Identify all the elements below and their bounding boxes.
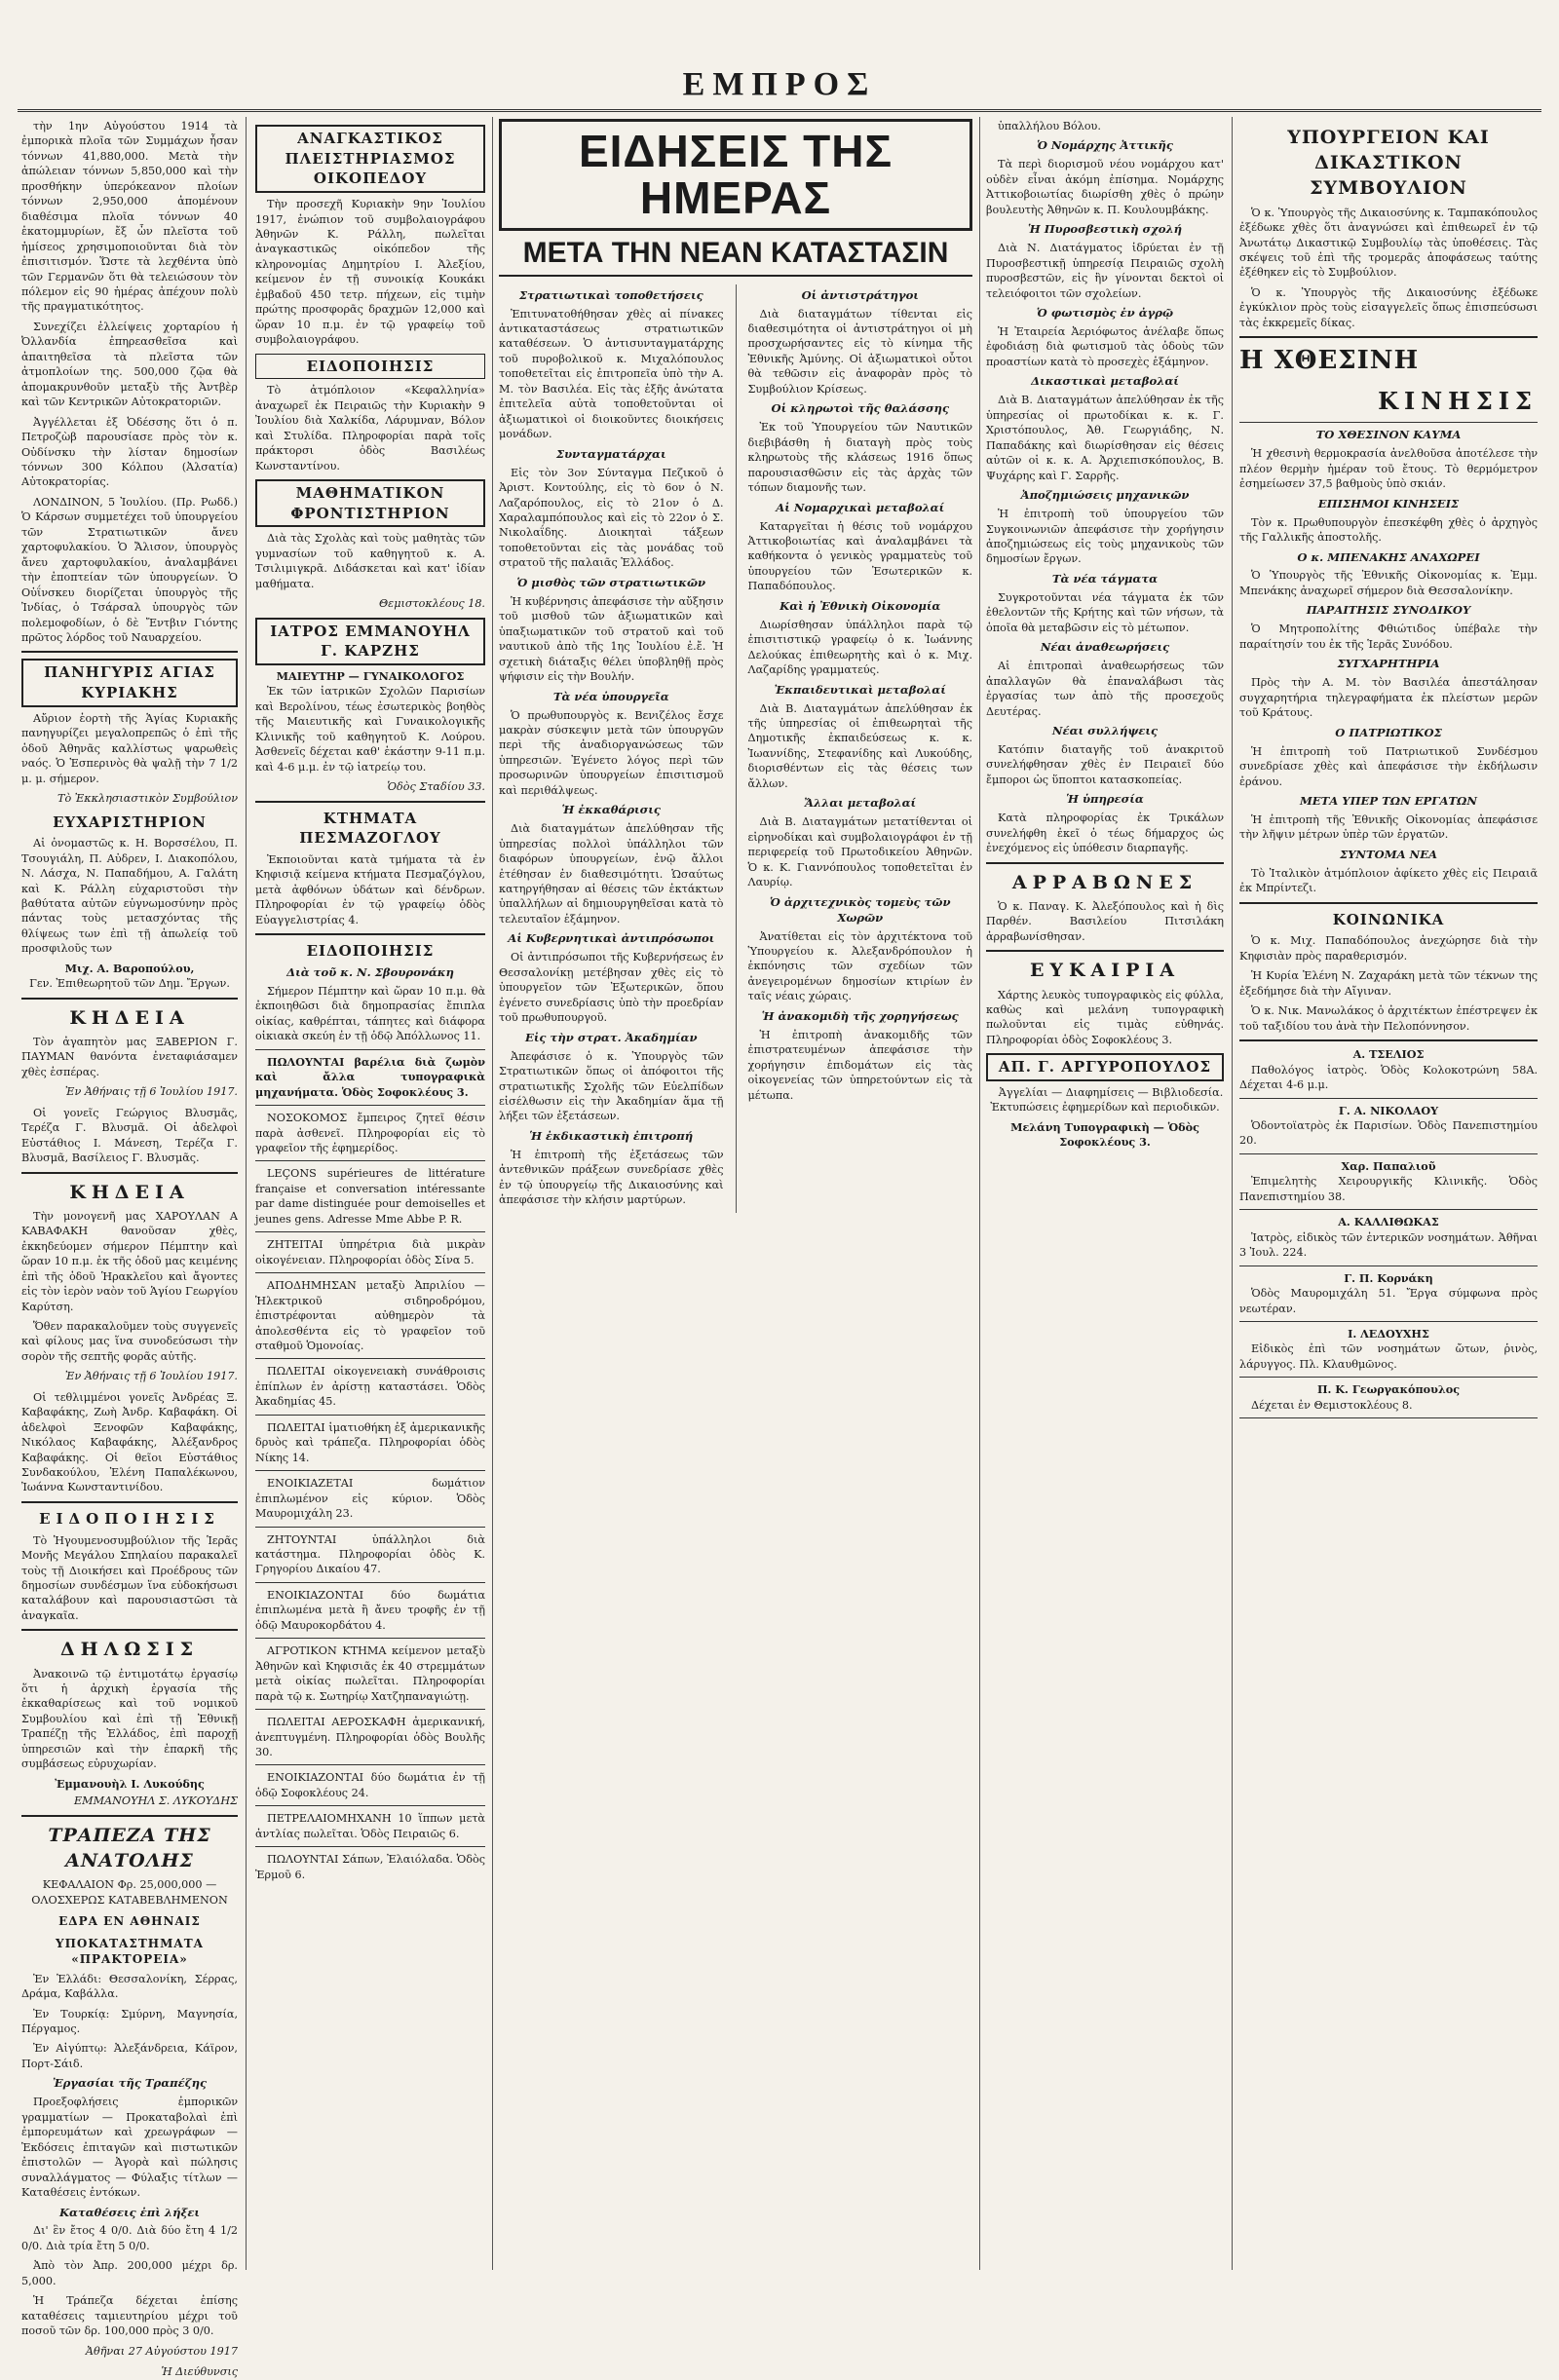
news-text: Ἀπεφάσισε ὁ κ. Ὑπουργὸς τῶν Στρατιωτικῶν ὅπως οἱ ἀπόφοιτοι τῆς στρατιωτικῆς Σχολῆς τῶν Εὐελπίδων εἰσέλθωσιν εἰς τὴν Ἀκαδημίαν ἅμα τῇ λήξει τῶν ἐξετάσεων. [499, 1049, 724, 1123]
news-subheading: Νέαι ἀναθεωρήσεις [1040, 640, 1170, 655]
divider [1239, 1039, 1538, 1041]
divider [1239, 336, 1538, 338]
news-subcolumn-right [748, 284, 973, 1213]
declaration-signature: ΕΜΜΑΝΟΥΗΛ Σ. ΛΥΚΟΥΔΗΣ [73, 1794, 238, 1808]
divider [255, 1846, 485, 1847]
declaration-heading: ΔΗΛΩΣΙΣ [59, 1639, 200, 1661]
society-item: Ὁ κ. Μιχ. Παπαδόπουλος ἀνεχώρησε διὰ τὴν Κηφισιὰν πρὸς παραθερισμόν. [1239, 934, 1538, 963]
funeral-signature: Οἱ τεθλιμμένοι γονεῖς Ἀνδρέας Ξ. Καβαφάκης, Ζωὴ Ἀνδρ. Καβαφάκη. Οἱ ἀδελφοὶ Ξενοφῶν Καβαφάκης, Νικόλαος Καβαφάκης, Ἀλέξανδρος Καβαφάκης. Οἱ θεῖοι Εὐστάθιος Συνδακούλου, Ἑλένη Παπαλέκωνου, Ἰωάννα Κωνσταντινίδου. [21, 1390, 238, 1494]
ad-address: Μελάνη Τυπογραφικὴ — Ὁδὸς Σοφοκλέους 3. [1010, 1119, 1199, 1150]
section-heading: ΚΟΙΝΩΝΙΚΑ [1332, 910, 1445, 928]
news-subcolumns [499, 284, 972, 1213]
bank-date: Ἀθῆναι 27 Αὐγούστου 1917 [85, 2344, 238, 2358]
news-subheading: ΜΕΤΑ ΥΠΕΡ ΤΩΝ ΕΡΓΑΤΩΝ [1299, 793, 1478, 808]
ad-text: ΠΩΛΕΙΤΑΙ ΑΕΡΟΣΚΑΦΗ ἀμερικανική, ἀνεπτυγμένη. Πληροφορίαι ὁδὸς Βουλῆς 30. [255, 1716, 485, 1758]
subcolumn-divider [736, 284, 737, 1213]
section-heading: Η ΧΘΕΣΙΝΗ [1239, 346, 1420, 376]
divider [255, 933, 485, 935]
news-text: Οἱ ἀντιπρόσωποι τῆς Κυβερνήσεως ἐν Θεσσαλονίκῃ μετέβησαν χθὲς εἰς τὸ ὑπουργεῖον τῶν Ἐξωτερικῶν, ὅπου ἐγένετο συνεδρίασις ὑπὸ τὴν προεδρίαν τοῦ πρωθυπουργοῦ. [499, 951, 724, 1025]
declaration-text: Ἀνακοινῶ τῷ ἐντιμοτάτῳ ἐργασίῳ ὅτι ἡ ἀρχικὴ ἐργασία τῆς ἐκκαθαρίσεως καὶ τοῦ νομικοῦ Συμβουλίου καὶ ἐπὶ τῇ Ἐθνικῇ Τραπέζῃ τῆς Ἑλλάδος, ἐπὶ παροχῇ ὑπηρεσιῶν καὶ τὴν ἐπαρκῆ τῆς συμβάσεως εὐρυχωρίαν. [21, 1667, 238, 1771]
bank-seat: ΕΔΡΑ ΕΝ ΑΘΗΝΑΙΣ [58, 1913, 201, 1928]
divider [21, 1629, 238, 1631]
ad-text: Ἰατρὸς, εἰδικὸς τῶν ἐντερικῶν νοσημάτων. Ἀθῆναι 3 Ἰουλ. 224. [1239, 1230, 1538, 1260]
divider [255, 1709, 485, 1710]
news-subheading: Αἱ Νομαρχικαὶ μεταβολαί [776, 500, 945, 514]
ad-text: Χάρτης λευκὸς τυπογραφικὸς εἰς φύλλα, καθὼς καὶ μελάνη τυπογραφικὴ πωλοῦνται εἰς τιμὰς εὐθηνάς. Πληροφορίαι ὁδὸς Σοφοκλέους 3. [986, 988, 1224, 1046]
ad-text: ΝΟΣΟΚΟΜΟΣ ἔμπειρος ζητεῖ θέσιν παρὰ ἀσθενεῖ. Πληροφορίαι εἰς τὸ γραφεῖον τῆς ἐφημερίδος. [255, 1112, 485, 1155]
news-subheading: Ἡ ὑπηρεσία [1066, 792, 1144, 807]
column-3-news [499, 119, 972, 2272]
bank-capital: ΚΕΦΑΛΑΙΟΝ Φρ. 25,000,000 — ΟΛΟΣΧΕΡΩΣ ΚΑΤΑΒΕΒΛΗΜΕΝΟΝ [31, 1878, 228, 1907]
article-text: ὑπαλλήλου Βόλου. [998, 120, 1101, 132]
news-subheading: Συνταγματάρχαι [555, 446, 666, 461]
engagement-heading: ΑΡΡΑΒΩΝΕΣ [1011, 871, 1198, 893]
news-subheading: Αἱ Κυβερνητικαὶ ἀντιπρόσωποι [508, 931, 715, 946]
news-text: Ἡ ἐπιτροπὴ τοῦ ὑπουργείου τῶν Συγκοινωνιῶν ἀπεφάσισε τὴν χορήγησιν ἀποζημιώσεως εἰς τοὺς μηχανικοὺς τῶν δημοσίων ἔργων. [986, 508, 1224, 566]
section-heading: ΥΠΟΥΡΓΕΙΟΝ ΚΑΙ ΔΙΚΑΣΤΙΚΟΝ ΣΥΜΒΟΥΛΙΟΝ [1287, 127, 1490, 200]
notice-heading: ΕΥΧΑΡΙΣΤΗΡΙΟΝ [53, 812, 207, 831]
notice-signature: Τὸ Ἐκκλησιαστικὸν Συμβούλιον [57, 792, 238, 806]
ad-heading: ΙΑΤΡΟΣ ΕΜΜΑΝΟΥΗΛ Γ. ΚΑΡΖΗΣ [255, 618, 485, 665]
ad-text: ΖΗΤΕΙΤΑΙ ὑπηρέτρια διὰ μικρὰν οἰκογένειαν. Πληροφορίαι ὁδὸς Σίνα 5. [255, 1238, 485, 1266]
news-subheading: Ἡ ἐκκαθάρισις [561, 803, 661, 817]
ad-title: Α. ΚΑΛΛΙΘΩΚΑΣ [1338, 1215, 1439, 1229]
news-text: Ἡ ἐπιτροπὴ ἀνακομιδῆς τῶν ἐπιστρατευμένων ἀπεφάσισε τὴν χορήγησιν ἐπιδομάτων εἰς τὰς οἰκογενείας τῶν ὑπηρετούντων εἰς τὰ μέτωπα. [747, 1028, 973, 1102]
news-subheading: Ἡ ἐκδικαστικὴ ἐπιτροπή [529, 1128, 694, 1143]
news-subheading: Στρατιωτικαὶ τοποθετήσεις [518, 287, 703, 302]
ad-text: ΠΩΛΟΥΝΤΑΙ Σάπων, Ἐλαιόλαδα. Ὁδὸς Ἐρμοῦ 6. [255, 1853, 485, 1881]
column-divider [979, 117, 980, 2270]
news-items [1239, 428, 1538, 895]
funeral-heading: ΚΗΔΕΙΑ [69, 1006, 190, 1029]
news-text: Ἐκ τοῦ Ὑπουργείου τῶν Ναυτικῶν διεβιβάσθη ἡ διαταγὴ πρὸς τοὺς κληρωτοὺς τῆς κλάσεως 1916 ὅπως παρουσιασθῶσιν εἰς τὰς ἀρχὰς τῶν τόπων διαμονῆς των. [747, 421, 973, 495]
news-text: Ὁ πρωθυπουργὸς κ. Βενιζέλος ἔσχε μακρὰν σύσκεψιν μετὰ τῶν ὑπουργῶν περὶ τῆς ἀναδιοργανώσεως τῶν ὑπηρεσιῶν. Ἐγένετο λόγος περὶ τῶν προσωρινῶν ὑπουργείων ἐπισιτισμοῦ καὶ περιθάλψεως. [499, 708, 724, 797]
ad-address: Ὁδὸς Σταδίου 33. [387, 780, 485, 794]
news-text: Ἡ ἐπιτροπὴ τοῦ Πατριωτικοῦ Συνδέσμου συνεδρίασε χθὲς καὶ ἀπεφάσισε τὴν ἐκδήλωσιν ἐράνου. [1239, 744, 1538, 788]
ad-title: Π. Κ. Γεωργακόπουλος [1316, 1382, 1461, 1397]
news-subheading: Καὶ ἡ Ἐθνικὴ Οἰκονομία [780, 598, 941, 613]
ad-heading: ΜΑΘΗΜΑΤΙΚΟΝ ΦΡΟΝΤΙΣΤΗΡΙΟΝ [255, 479, 485, 527]
ad-heading: ΕΙΔΟΠΟΙΗΣΙΣ [255, 354, 485, 380]
news-subheading: ΣΥΓΧΑΡΗΤΗΡΙΑ [1337, 657, 1440, 671]
ad-text: ΑΓΡΟΤΙΚΟΝ ΚΤΗΜΑ κείμενον μεταξὺ Ἀθηνῶν καὶ Κηφισιᾶς ἐκ 40 στρεμμάτων μετὰ οἰκίας πωλεῖται. Πληροφορίαι παρὰ τῷ κ. Σωτηρίῳ Χατζηπαναγιώτῃ. [255, 1644, 485, 1703]
ad-text: LEÇONS supérieures de littérature française et conversation intéressante par dame distinguée pour demoiselles et jeunes gens. Adresse Mme Abbe P. R. [255, 1167, 485, 1226]
engagement-text: Ὁ κ. Παναγ. Κ. Ἀλεξόπουλος καὶ ἡ δὶς Παρθέν. Βασιλείου Πιτσιλάκη ἀρραβωνίσθησαν. [986, 899, 1224, 943]
divider [255, 1805, 485, 1806]
ad-title: Χαρ. Παπαλιοῦ [1341, 1158, 1436, 1173]
news-text: Συγκροτοῦνται νέα τάγματα ἐκ τῶν ἐθελοντῶν τῆς Κρήτης καὶ τῶν νήσων, τὰ ὁποῖα θὰ μεταβῶσιν εἰς τὸ μέτωπον. [986, 590, 1224, 634]
news-text: Διὰ διαταγμάτων τίθενται εἰς διαθεσιμότητα οἱ ἀντιστράτηγοι οἱ μὴ προσχωρήσαντες εἰς τὸ κίνημα τῆς Ἐθνικῆς Ἀμύνης. Οἱ ἀξιωματικοὶ οὗτοι θὰ τεθῶσιν εἰς ἀναφορὰν πρὸς τὸ Συμβούλιον Κρίσεως. [747, 307, 973, 396]
column-divider [492, 117, 493, 2270]
ad-text: ΠΩΛΕΙΤΑΙ ἱματιοθήκη ἐξ ἀμερικανικῆς δρυὸς καὶ τράπεζα. Πληροφορίαι ὁδὸς Νίκης 14. [255, 1420, 485, 1464]
divider [255, 1358, 485, 1359]
news-subheading: ΠΑΡΑΙΤΗΣΙΣ ΣΥΝΟΔΙΚΟΥ [1306, 603, 1471, 618]
ad-text: Ὁδὸς Μαυρομιχάλη 51. Ἔργα σύμφωνα πρὸς νεωτέραν. [1239, 1287, 1538, 1315]
main-subheadline: ΜΕΤΑ ΤΗΝ ΝΕΑΝ ΚΑΤΑΣΤΑΣΙΝ [499, 237, 972, 277]
bank-branches: ΥΠΟΚΑΤΑΣΤΗΜΑΤΑ «ΠΡΑΚΤΟΡΕΙΑ» [56, 1936, 204, 1967]
news-subheading: Ὁ Νομάρχης Ἀττικῆς [1037, 138, 1173, 153]
society-item: Ἡ Κυρία Ἑλένη Ν. Ζαχαράκη μετὰ τῶν τέκνων της ἐξεδήμησε διὰ τὴν Αἴγιναν. [1239, 969, 1538, 998]
news-subheading: Εἰς τὴν στρατ. Ἀκαδημίαν [524, 1030, 698, 1044]
news-subheading: ΤΟ ΧΘΕΣΙΝΟΝ ΚΑΥΜΑ [1315, 428, 1462, 442]
ad-text: Ἐπιμελητὴς Χειρουργικῆς Κλινικῆς. Ὁδὸς Πανεπιστημίου 38. [1239, 1175, 1538, 1203]
divider [255, 1470, 485, 1471]
divider [1239, 1153, 1538, 1154]
news-text: Ἡ Ἐταιρεία Ἀεριόφωτος ἀνέλαβε ὅπως ἐφοδιάσῃ διὰ φωτισμοῦ τὰς ὁδοὺς τῶν προαστίων κατὰ τὸ προσεχὲς ἑξάμηνον. [986, 325, 1224, 368]
notice-text: Τὸ Ἡγουμενοσυμβούλιον τῆς Ἱερᾶς Μονῆς Μεγάλου Σπηλαίου παρακαλεῖ τοὺς τῇ Διοικήσει καὶ Προέδρους τῶν δημοσίων συνδέσμων ἵνα εὐδοκήσωσι καταλάβουν καὶ παρουσιαστῶσι τὰ ἀναγκαῖα. [21, 1533, 238, 1622]
ad-text: ΕΝΟΙΚΙΑΖΟΝΤΑΙ δύο δωμάτια ἐπιπλωμένα μετὰ ἢ ἄνευ τροφῆς ἐν τῇ ὁδῷ Μαυροκορδάτου 4. [255, 1588, 485, 1632]
divider [21, 1172, 238, 1174]
divider [986, 862, 1224, 864]
bank-signature: Ἡ Διεύθυνσις [161, 2365, 238, 2379]
news-text: Διὰ διαταγμάτων ἀπελύθησαν τῆς ὑπηρεσίας πολλοὶ ὑπάλληλοι τῶν διαφόρων ὑπουργείων, ἐνῷ ἄλλοι ἐτέθησαν ἐν διαθεσιμότητι. Ὡσαύτως κατηργήθησαν αἱ θέσεις τῶν ἐκτάκτων ὑπαλλήλων αἱ δημιουργηθεῖσαι κατὰ τὸ τελευταῖον ἑξάμηνον. [499, 822, 724, 926]
news-text: Καταργεῖται ἡ θέσις τοῦ νομάρχου Ἀττικοβοιωτίας καὶ ἀναλαμβάνει τὰ καθήκοντα ὁ γενικὸς γραμματεὺς τοῦ ὑπουργείου τῶν Ἐσωτερικῶν κ. Παπαδόπουλος. [747, 519, 973, 593]
notice-text: Αὔριον ἑορτὴ τῆς Ἁγίας Κυριακῆς πανηγυρίζει μεγαλοπρεπῶς ὁ ἐπὶ τῆς ὁδοῦ Ἀθηνᾶς καλλίστως ψαρωθεὶς ναός. Ὁ Ἑσπερινὸς θὰ ψαλῇ τὴν 7 1/2 μ. μ. σήμερον. [21, 711, 238, 785]
funeral-text: Τὸν ἀγαπητὸν μας ΞΑΒΕΡΙΟΝ Γ. ΠΑΥΜΑΝ θανόντα ἐνεταφιάσαμεν χθὲς ἑσπέρας. [21, 1035, 238, 1078]
divider [1239, 902, 1538, 904]
notice-heading: ΠΑΝΗΓΥΡΙΣ ΑΓΙΑΣ ΚΥΡΙΑΚΗΣ [21, 659, 238, 706]
ad-text: Παθολόγος ἰατρὸς. Ὁδὸς Κολοκοτρώνη 58Α. Δέχεται 4-6 μ.μ. [1239, 1063, 1538, 1092]
column-divider [246, 117, 247, 2270]
article-text: Ὁ κ. Ὑπουργὸς τῆς Δικαιοσύνης κ. Ταμπακόπουλος ἐξέδωκε χθὲς ὅτι ἀναγνώσει καὶ ἐπιθεωρεῖ ἐν τῷ Ἀνωτάτῳ Δικαστικῷ Συμβουλίῳ τὰς ὑποθέσεις. Τὰς σκέψεις τοῦ ἐπὶ τῆς τρομερᾶς ἀποφάσεως ταύτης ἐξέθηκεν εἰς τὸ Συμβούλιον. [1239, 206, 1538, 280]
news-text: Αἱ ἐπιτροπαὶ ἀναθεωρήσεως τῶν ἀπαλλαγῶν θὰ ἐπαναλάβωσι τὰς ἐργασίας των ἀπὸ τῆς προσεχοῦς Δευτέρας. [986, 660, 1224, 718]
ad-text: ΠΩΛΕΙΤΑΙ οἰκογενειακὴ συνάθροισις ἐπίπλων ἐν ἀρίστῃ καταστάσει. Ὁδὸς Ἀκαδημίας 45. [255, 1365, 485, 1409]
ad-text: ΠΕΤΡΕΛΑΙΟΜΗΧΑΝΗ 10 ἵππων μετὰ ἀντλίας πωλεῖται. Ὁδὸς Πειραιῶς 6. [255, 1812, 485, 1840]
news-text: Ὁ Μητροπολίτης Φθιώτιδος ὑπέβαλε τὴν παραίτησίν του ἐκ τῆς Ἱερᾶς Συνόδου. [1239, 623, 1538, 651]
ad-text: ΖΗΤΟΥΝΤΑΙ ὑπάλληλοι διὰ κατάστημα. Πληροφορίαι ὁδὸς Κ. Γρηγορίου Δικαίου 47. [255, 1532, 485, 1576]
ad-text: Ἐκ τῶν ἰατρικῶν Σχολῶν Παρισίων καὶ Βερολίνου, τέως ἐσωτερικὸς βοηθὸς τῆς Μαιευτικῆς καὶ Γυναικολογικῆς Κλινικῆς τοῦ καθηγητοῦ Κ. Λούρου. Ἀσθενεῖς δέχεται καθ' ἑκάστην 9-11 π.μ. καὶ 4-6 μ.μ. ἐν τῷ ἰατρείῳ του. [255, 685, 485, 774]
divider [1239, 1209, 1538, 1210]
news-subheading: Οἱ ἀντιστράτηγοι [801, 287, 919, 302]
divider [255, 1105, 485, 1106]
notice-role: Γεν. Ἐπιθεωρητοῦ τῶν Δημ. Ἔργων. [29, 977, 230, 991]
article-text: Ἀγγέλλεται ἐξ Ὀδέσσης ὅτι ὁ π. Πετροζὼβ παρουσίασε πρὸς τὸν κ. Οὐδίνσκυ τὴν λίσταν δημοσίων τόννων 300 Κόλπου (Ἀλσατία) Αὐτοκρατορίας. [21, 415, 238, 489]
news-text: Τὸ Ἰταλικὸν ἀτμόπλοιον ἀφίκετο χθὲς εἰς Πειραιᾶ ἐκ Μπρίντεζι. [1239, 866, 1538, 895]
divider [255, 801, 485, 803]
news-text: Διὰ Β. Διαταγμάτων μετατίθενται οἱ εἰρηνοδίκαι καὶ συμβολαιογράφοι ἐν τῇ περιφερείᾳ τοῦ Πρωτοδικείου Ἀθηνῶν. Ὁ κ. Κ. Γιαννόπουλος τοποθετεῖται ἐν Λαυρίῳ. [747, 815, 973, 889]
news-text: Κατὰ πληροφορίας ἐκ Τρικάλων συνελήφθη ἐκεῖ ὁ τέως δήμαρχος ὡς ἐνεχόμενος εἰς ὑπόθεσιν διαρπαγῆς. [986, 812, 1224, 855]
bank-subheading: Ἐργασίαι τῆς Τραπέζης [52, 2076, 208, 2091]
news-text: Τὸν κ. Πρωθυπουργὸν ἐπεσκέφθη χθὲς ὁ ἀρχηγὸς τῆς Γαλλικῆς ἀποστολῆς. [1239, 515, 1538, 545]
bank-heading: ΤΡΑΠΕΖΑ ΤΗΣ ΑΝΑΤΟΛΗΣ [48, 1824, 211, 1871]
divider [1239, 1321, 1538, 1322]
bank-text: Προεξοφλήσεις ἐμπορικῶν γραμματίων — Προκαταβολαὶ ἐπὶ ἐμπορευμάτων καὶ χρεωγράφων — Ἐκδόσεις ἐπιταγῶν καὶ πιστωτικῶν ἐπιστολῶν — Ἀγορὰ καὶ πώλησις συναλλάγματος — Φύλαξις τίτλων — Καταθέσεις ἐντόκων. [21, 2096, 238, 2200]
ad-text: Διὰ τὰς Σχολὰς καὶ τοὺς μαθητὰς τῶν γυμνασίων τοῦ καθηγητοῦ κ. Α. Τσιλιμιγκρᾶ. Διδάσκεται καὶ κατ' ἰδίαν μαθήματα. [255, 532, 485, 590]
notice-text: Αἱ ὀνομαστῶς κ. Η. Βορσσέλου, Π. Τσουγιάλη, Π. Αὐδρεν, Ι. Διακοπόλου, Ν. Λάσχα, Ν. Παπαδήμου, Α. Γαλάτη καὶ Κ. Ράλλη εὐχαριστοῦσι τὴν βαθύτατα αὐτῶν εὐγνωμοσύνην πρὸς πάντας τοὺς μετασχόντας τῆς θλίψεως των ἐπὶ τῇ ἀπωλείᾳ τοῦ προσφιλοῦς των [21, 837, 238, 956]
news-text: Ἀνατίθεται εἰς τὸν ἀρχιτέκτονα τοῦ Ὑπουργείου κ. Ἀλεξανδρόπουλον ἡ ἐκπόνησις τῶν σχεδίων τῶν ἀνεγειρομένων δημοσίων κτιρίων ἐν ταῖς νέαις χώραις. [747, 929, 973, 1003]
divider [1239, 1377, 1538, 1378]
ad-heading: ΑΠ. Γ. ΑΡΓΥΡΟΠΟΥΛΟΣ [986, 1053, 1224, 1081]
newspaper-title: ΕΜΠΡΟΣ [682, 66, 877, 102]
divider [255, 1160, 485, 1161]
funeral-text: Τὴν μονογενῆ μας ΧΑΡΟΥΛΑΝ Α ΚΑΒΑΦΑΚΗ θανοῦσαν χθὲς, ἐκκηδεύομεν σήμερον Πέμπτην καὶ ὥραν 10 π.μ. ἐκ τῆς ὁδοῦ μας κειμένης ἐπὶ τῆς ὁδοῦ Ἡρακλεῖου καὶ ἄγοντες εἰς τὸν ἱερὸν ναὸν τοῦ Ἁγίου Γεωργίου Καρύτση. [21, 1209, 238, 1313]
news-text: Ἡ ἐπιτροπὴ τῆς ἐξετάσεως τῶν ἀντεθνικῶν πράξεων συνεδρίασε χθὲς ἐν τῷ ὑπουργείῳ τῆς Δικαιοσύνης καὶ ἀπεφάσισε τὴν κλήσιν μαρτύρων. [499, 1148, 724, 1207]
news-text: Ὁ Ὑπουργὸς τῆς Ἐθνικῆς Οἰκονομίας κ. Ἐμμ. Μπενάκης ἀναχωρεῖ σήμερον διὰ Θεσσαλονίκην. [1239, 569, 1538, 597]
column-4 [986, 119, 1224, 2272]
ad-text: Εἰδικὸς ἐπὶ τῶν νοσημάτων ὤτων, ῥινὸς, λάρυγγος. Πλ. Κλαυθμῶνος. [1239, 1342, 1538, 1371]
article-text: τὴν 1ην Αὐγούστου 1914 τὰ ἐμπορικὰ πλοῖα τῶν Συμμάχων ἦσαν τόννων 41,880,000. Μετὰ τὴν ἀπώλειαν τόννων 5,850,000 καὶ τὴν προσθήκην ὑπερόκεανον πλοίων τόννων 2,950,000 ἀπομένουν διαθέσιμα πλοῖα τόννων 40 ἑκατομμυρίων, ἔξ ὧν πλεῖστα τοῦ ἡμίσεος χρησιμοποιοῦνται διὰ τὸν ἐπισιτισμόν. Ὥστε τὰ λεχθέντα ὑπὸ τῶν Γερμανῶν ὅτι θὰ τελειώσουν τὸν πόλεμον εἰς 90 ἡμέρας ἀπέχουν πολὺ τῆς πραγματικότητος. [21, 120, 238, 314]
divider [255, 1764, 485, 1765]
ad-heading: ΕΥΚΑΙΡΙΑ [1029, 960, 1181, 982]
news-subcolumn-left [499, 284, 724, 1213]
bank-text: Ἐν Τουρκίᾳ: Σμύρνη, Μαγνησία, Πέργαμος. [21, 2007, 238, 2035]
divider [21, 1815, 238, 1817]
divider [1239, 422, 1538, 423]
divider [1239, 1417, 1538, 1418]
ad-text: Σήμερον Πέμπτην καὶ ὥραν 10 π.μ. θὰ ἐκποιηθῶσι διὰ δημοπρασίας ἔπιπλα οἰκίας, καθρέπται, τάπητες καὶ διάφορα οἰκιακὰ σκεύη ἐν τῇ ὁδῷ Ἀπόλλωνος 11. [255, 984, 485, 1043]
news-text: Ἡ χθεσινὴ θερμοκρασία ἀνελθοῦσα ἀποτέλεσε τὴν πλέον θερμὴν ἡμέραν τοῦ ἔτους. Τὸ θερμόμετρον ἐσημείωσεν 37,5 βαθμοὺς ὑπὸ σκιάν. [1239, 447, 1538, 491]
ad-subheading: ΜΑΙΕΥΤΗΡ — ΓΥΝΑΙΚΟΛΟΓΟΣ [276, 669, 465, 684]
funeral-date: Ἐν Ἀθήναις τῇ 6 Ἰουλίου 1917. [64, 1370, 238, 1383]
divider [1239, 1098, 1538, 1099]
news-subheading: Τὰ νέα ὑπουργεῖα [552, 689, 669, 703]
divider [255, 1049, 485, 1050]
news-subheading: Ἡ ἀνακομιδὴ τῆς χορηγήσεως [761, 1008, 959, 1023]
news-subheading: Ἄλλαι μεταβολαί [804, 796, 917, 811]
notice-name: Μιχ. Α. Βαροπούλου, [64, 961, 195, 975]
article-text: Ὁ κ. Ὑπουργὸς τῆς Δικαιοσύνης ἐξέδωκε ἐγκύκλιον πρὸς τοὺς εἰσαγγελεῖς ὅπως ἐπισπεύσωσι τὰς ἐκκρεμεῖς δίκας. [1239, 285, 1538, 329]
column-1 [21, 119, 238, 2379]
masthead [0, 39, 1559, 107]
news-text: Διὰ Ν. Διατάγματος ἱδρύεται ἐν τῇ Πυροσβεστικῇ ὑπηρεσίᾳ Πειραιῶς σχολὴ πυροσβεστῶν, εἰς ἣν γίνονται δεκτοὶ οἱ τελειόφοιτοι τῶν σχολείων. [986, 242, 1224, 300]
column-divider [1232, 117, 1233, 2270]
ad-heading: ΑΝΑΓΚΑΣΤΙΚΟΣ ΠΛΕΙΣΤΗΡΙΑΣΜΟΣ ΟΙΚΟΠΕΔΟΥ [255, 125, 485, 193]
ad-address: Θεμιστοκλέους 18. [379, 597, 485, 611]
news-text: Διὰ Β. Διαταγμάτων ἀπελύθησαν ἐκ τῆς ὑπηρεσίας οἱ πρωτοδίκαι κ. κ. Γ. Χριστόπουλος, Ἀθ. Γεωργιάδης, Ν. Παπαδάκης καὶ διωρίσθησαν εἰς θέσεις αὐτῶν οἱ κ. κ. Α. Ἀρχιεπισκόπουλος, Β. Ψυχάρης καὶ Γ. Σαρρῆς. [986, 394, 1224, 482]
ad-text: Τὸ ἀτμόπλοιον «Κεφαλληνία» ἀναχωρεῖ ἐκ Πειραιῶς τὴν Κυριακὴν 9 Ἰουλίου διὰ Χαλκίδα, Λάρυμναν, Βόλον καὶ Στυλίδα. Πληροφορίαι παρὰ τοῖς πράκτορσι ὁδὸς Βασιλέως Κωνσταντίνου. [255, 384, 485, 472]
news-subheading: Ὁ μισθὸς τῶν στρατιωτικῶν [516, 575, 706, 589]
divider [255, 1272, 485, 1273]
ad-subheading: Διὰ τοῦ κ. Ν. Σβουρονάκη [286, 964, 454, 979]
funeral-date: Ἐν Ἀθήναις τῇ 6 Ἰουλίου 1917. [64, 1085, 238, 1099]
divider [255, 1415, 485, 1416]
news-text: Διὰ Β. Διαταγμάτων ἀπελύθησαν ἐκ τῆς ὑπηρεσίας οἱ ἐπιθεωρηταὶ τῆς Δημοτικῆς ἐκπαιδεύσεως κ. κ. Ἰωαννίδης, Στεφανίδης καὶ Λυκούδης, διορισθέντων εἰς τὰς θέσεις των ἄλλων. [747, 701, 973, 790]
column-5 [1239, 119, 1538, 2272]
top-rule [18, 109, 1541, 112]
article-text: ΛΟΝΔΙΝΟΝ, 5 Ἰουλίου. (Πρ. Ρωδδ.) Ὁ Κάρσων συμμετέχει τοῦ ὑπουργείου τῶν Στρατιωτικῶν ἄνευ χαρτοφυλακίου. Ὁ Ἄλισον, ὑπουργὸς ἄνευ χαρτοφυλακίου, ἀναλαμβάνει τὴν ἐποπτείαν τῶν ὑπουργείων. Ὁ Οὐΐνσκευ διορίζεται ὑπουργὸς τῆς Ἰνδίας, ὁ Τσάρσαλ ὑπουργὸς τῶν πολεμοφοδίων, ὁ δὲ Ἔντβιν Γιόντης πρῶτος λόρδος τοῦ Ναυαρχείου. [21, 495, 238, 644]
news-subheading: Ο ΠΑΤΡΙΩΤΙΚΟΣ [1335, 725, 1442, 739]
bank-text: Δι' ἓν ἔτος 4 0/0. Διὰ δύο ἔτη 4 1/2 0/0. Διὰ τρία ἔτη 5 0/0. [21, 2224, 238, 2252]
news-subheading: Νέαι συλλήψεις [1051, 724, 1159, 738]
news-text: Ἡ κυβέρνησις ἀπεφάσισε τὴν αὔξησιν τοῦ μισθοῦ τῶν ἀξιωματικῶν καὶ ὑπαξιωματικῶν τοῦ στρατοῦ καὶ τοῦ ναυτικοῦ ἀπὸ τῆς 1ης Ἰουλίου ἐ.ἔ. Ἡ σχετικὴ διάταξις θέλει ὑποβληθῇ πρὸς ψήφισιν εἰς τὴν Βουλήν. [499, 594, 724, 684]
funeral-text: Ὅθεν παρακαλοῦμεν τοὺς συγγενεῖς καὶ φίλους μας ἵνα συνοδεύσωσι τὴν σορὸν τῆς σεπτῆς φορᾶς αὐτῆς. [21, 1319, 238, 1363]
news-text: Πρὸς τὴν Α. Μ. τὸν Βασιλέα ἀπεστάλησαν συγχαρητήρια τηλεγραφήματα ἐκ πλείστων μερῶν τοῦ Κράτους. [1239, 676, 1538, 720]
divider [255, 1231, 485, 1232]
divider [21, 1501, 238, 1503]
news-subheading: Ἐκπαιδευτικαὶ μεταβολαί [774, 682, 946, 697]
declaration-name: Ἐμμανουὴλ Ι. Λυκούδης [55, 1776, 205, 1791]
news-subheading: Ἀποζημιώσεις μηχανικῶν [1020, 488, 1190, 503]
news-text: Κατόπιν διαταγῆς τοῦ ἀνακριτοῦ συνελήφθησαν χθὲς ἐν Πειραιεῖ δύο ἔμποροι ὡς ὕποπτοι κατασκοπείας. [986, 743, 1224, 786]
ad-title: Α. ΤΣΕΛΙΟΣ [1352, 1047, 1425, 1062]
divider [255, 1527, 485, 1528]
column-2 [255, 119, 485, 2272]
news-subheading: ΣΥΝΤΟΜΑ ΝΕΑ [1339, 847, 1438, 861]
news-subheading: Ο κ. ΜΠΕΝΑΚΗΣ ΑΝΑΧΩΡΕΙ [1297, 549, 1480, 564]
notice-heading: ΕΙΔΟΠΟΙΗΣΙΣ [39, 1509, 220, 1528]
news-text: Εἰς τὸν 3ον Σύνταγμα Πεζικοῦ ὁ Ἀριστ. Κοντούλης, εἰς τὸ 6ον ὁ Ν. Λαζαρόπουλος, εἰς τὸ 21ον ὁ Δ. Χαραλαμπόπουλος καὶ εἰς τὸ 22ον ὁ Σ. Νικολαΐδης. Διοικηταὶ τάξεων τοποθετοῦνται εἰς τὰς μονάδας τοῦ στρατοῦ τῆς παλαιᾶς Ἑλλάδος. [499, 466, 724, 570]
news-subheading: ΕΠΙΣΗΜΟΙ ΚΙΝΗΣΕΙΣ [1317, 496, 1460, 510]
news-subheading: Τὰ νέα τάγματα [1051, 571, 1159, 586]
divider [255, 1582, 485, 1583]
ad-text: ΑΠΟΔΗΜΗΣΑΝ μεταξὺ Ἀπριλίου — Ἡλεκτρικοῦ σιδηροδρόμου, ἐπιστρέφονται αὐθημερὸν τὰ ἀπολεσθέντα εἰς τὸ γραφεῖον τοῦ σταθμοῦ Ὁμονοίας. [255, 1279, 485, 1353]
news-subheading: Ὁ φωτισμὸς ἐν ἀγρῷ [1036, 306, 1174, 321]
main-headline: ΕΙΔΗΣΕΙΣ ΤΗΣ ΗΜΕΡΑΣ [499, 119, 972, 231]
news-subheading: Οἱ κληρωτοὶ τῆς θαλάσσης [771, 401, 950, 416]
society-item: Ὁ κ. Νικ. Μανωλάκος ὁ ἀρχιτέκτων ἐπέστρεψεν ἐκ τοῦ ταξιδίου του ἀνὰ τὴν Πελοπόννησον. [1239, 1004, 1538, 1033]
article-text: Συνεχίζει ἐλλείψεις χορταρίου ἡ Ὀλλανδία ἐπηρεασθεῖσα καὶ ἀπαιτηθεῖσα τὰ πλεῖστα τῶν ἀτμοπλοίων της. 500,000 ζῷα θὰ ἀπομακρυνθοῦν μεταξὺ τῆς Ἀντβὲρ καὶ τῶν Κεντρικῶν Αὐτοκρατοριῶν. [21, 320, 238, 409]
news-subheading: Ὁ ἀρχιτεχνικὸς τομεὺς τῶν Χωρῶν [770, 894, 951, 925]
ad-text: ΠΩΛΟΥΝΤΑΙ βαρέλια διὰ ζωμὸν καὶ ἄλλα τυπογραφικὰ μηχανήματα. Ὁδὸς Σοφοκλέους 3. [255, 1054, 485, 1099]
news-text: Τὰ περὶ διορισμοῦ νέου νομάρχου κατ' οὐδὲν εἶναι ἀκόμη ἐπίσημα. Νομάρχης Ἀττικοβοιωτίας διωρίσθη χθὲς ὁ πρώην βουλευτὴς Ἀθηνῶν κ. Π. Κουλουμβάκης. [986, 158, 1224, 216]
society-items [1239, 933, 1538, 1034]
ad-title: Γ. Π. Κορνάκη [1344, 1270, 1433, 1285]
ad-text: ΕΝΟΙΚΙΑΖΟΝΤΑΙ δύο δωμάτια ἐν τῇ ὁδῷ Σοφοκλέους 24. [255, 1771, 485, 1799]
news-subheading: Ἡ Πυροσβεστικὴ σχολή [1027, 222, 1183, 237]
ad-heading: ΕΙΔΟΠΟΙΗΣΙΣ [306, 942, 435, 961]
ad-text: Ἀγγελίαι — Διαφημίσεις — Βιβλιοδεσία. Ἐκτυπώσεις ἐφημερίδων καὶ περιοδικῶν. [990, 1086, 1224, 1114]
divider [21, 998, 238, 1000]
divider [986, 950, 1224, 952]
professional-ads [1239, 1047, 1538, 1418]
divider [21, 651, 238, 653]
bank-text: Ἀπὸ τὸν Ἀπρ. 200,000 μέχρι δρ. 5,000. [21, 2259, 238, 2287]
news-items [986, 138, 1224, 855]
ad-text: Ὁδοντοϊατρὸς ἐκ Παρισίων. Ὁδὸς Πανεπιστημίου 20. [1239, 1118, 1538, 1148]
news-subheading: Δικαστικαὶ μεταβολαί [1031, 374, 1179, 389]
divider [255, 1638, 485, 1639]
ad-text: ΕΝΟΙΚΙΑΖΕΤΑΙ δωμάτιον ἐπιπλωμένον εἰς κύριον. Ὁδὸς Μαυρομιχάλη 23. [255, 1477, 485, 1521]
ad-title: Γ. Α. ΝΙΚΟΛΑΟΥ [1338, 1103, 1439, 1117]
news-text: Ἐπιτυνατοθήθησαν χθὲς αἱ πίνακες ἀντικαταστάσεως στρατιωτικῶν καταθέσεων. Ὁ ἀντισυνταγματάρχης τοῦ πυροβολικοῦ κ. Μιχαλόπουλος τοποθετεῖται εἰς ἐπιτροπεῖα ὑπὸ τὴν Α. Μ. τὸν Βασιλέα. Εἰς τὰς ἐξῆς ἀνώτατα ἐπιτελεῖα αὐτὰ τοποθετοῦνται οἱ ἀξιωματικοὶ οἱ διοικοῦντες διοικήσεις μονάδων. [499, 307, 724, 441]
ad-text: Τὴν προσεχῆ Κυριακὴν 9ην Ἰουλίου 1917, ἐνώπιον τοῦ συμβολαιογράφου Ἀθηνῶν Κ. Ράλλη, πωλεῖται ἀναγκαστικῶς οἰκόπεδον τῆς κληρονομίας Δημητρίου Ι. Ἀλεξίου, κείμενον ἐν τῇ συνοικίᾳ Κουκάκι ἐμβαδοῦ 450 τετρ. πήχεων, εἰς τιμὴν πρώτης προσφορᾶς δραχμῶν 12,000 καὶ ὥραν 10 π.μ. ἐν τῷ γραφείῳ τοῦ συμβολαιογράφου. [255, 198, 485, 347]
ad-text: Ἐκποιοῦνται κατὰ τμήματα τὰ ἐν Κηφισιᾷ κείμενα κτήματα Πεσμαζόγλου, μετὰ ἀφθόνων ὑδάτων καὶ δένδρων. Πληροφορίαι ἐν τῷ γραφείῳ ὁδὸς Εὐαγγελιστρίας 4. [255, 853, 485, 926]
bank-text: Ἐν Αἰγύπτῳ: Ἀλεξάνδρεια, Κάϊρον, Πορτ-Σάιδ. [21, 2042, 238, 2070]
ad-heading: ΚΤΗΜΑΤΑ ΠΕΣΜΑΖΟΓΛΟΥ [299, 809, 441, 848]
ad-text: Δέχεται ἐν Θεμιστοκλέους 8. [1251, 1398, 1413, 1412]
news-text: Ἡ ἐπιτροπὴ τῆς Ἐθνικῆς Οἰκονομίας ἀπεφάσισε τὴν λῆψιν μέτρων ὑπὲρ τῶν ἐργατῶν. [1239, 812, 1538, 842]
bank-text: Ἡ Τράπεζα δέχεται ἐπίσης καταθέσεις ταμιευτηρίου μέχρι τοῦ ποσοῦ τῶν δρ. 100,000 πρὸς 3 0/0. [21, 2294, 238, 2338]
section-heading: ΚΙΝΗΣΙΣ [1378, 387, 1538, 416]
funeral-heading: ΚΗΔΕΙΑ [69, 1181, 190, 1203]
news-text: Διωρίσθησαν ὑπάλληλοι παρὰ τῷ ἐπισιτιστικῷ γραφείῳ ὁ κ. Ἰωάννης Δελούκας ἐπιθεωρητὴς καὶ ὁ κ. Μιχ. Λαζαρίδης γραμματεύς. [747, 618, 973, 677]
bank-text: Ἐν Ἑλλάδι: Θεσσαλονίκη, Σέρρας, Δράμα, Καβάλλα. [21, 1972, 238, 2001]
ad-title: Ι. ΛΕΔΟΥΧΗΣ [1348, 1326, 1429, 1341]
bank-subheading: Καταθέσεις ἐπὶ λήξει [58, 2205, 201, 2219]
funeral-signature: Οἱ γονεῖς Γεώργιος Βλυσμᾶς, Τερέζα Γ. Βλυσμᾶ. Οἱ ἀδελφοὶ Εὐστάθιος Ι. Μάνεση, Τερέζα Γ. Βλυσμᾶ, Βασίλειος Γ. Βλυσμᾶς. [21, 1106, 238, 1165]
